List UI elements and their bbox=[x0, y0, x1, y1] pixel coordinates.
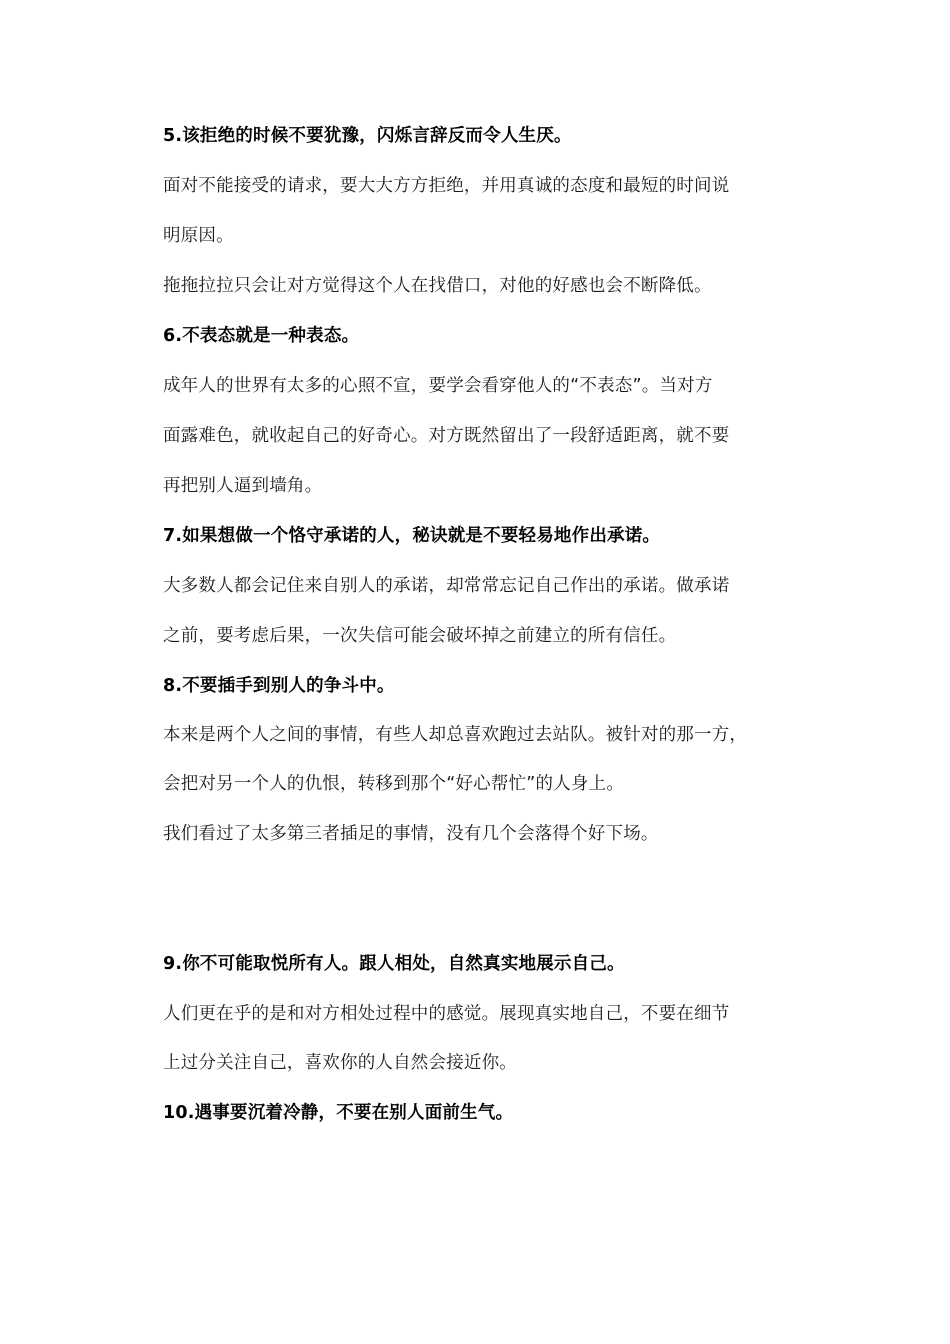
section-7-heading: 7.如果想做一个恪守承诺的人，秘诀就是不要轻易地作出承诺。 bbox=[163, 526, 661, 546]
section-5-heading: 5.该拒绝的时候不要犹豫，闪烁言辞反而令人生厌。 bbox=[163, 126, 572, 146]
section-7-line-1: 大多数人都会记住来自别人的承诺，却常常忘记自己作出的承诺。做承诺 bbox=[163, 576, 730, 596]
section-9-line-1: 人们更在乎的是和对方相处过程中的感觉。展现真实地自己，不要在细节 bbox=[163, 1004, 730, 1024]
section-8-line-1: 本来是两个人之间的事情，有些人却总喜欢跑过去站队。被针对的那一方， bbox=[163, 725, 748, 745]
section-6-line-1: 成年人的世界有太多的心照不宣，要学会看穿他人的“不表态”。当对方 bbox=[163, 376, 713, 396]
section-8-heading: 8.不要插手到别人的争斗中。 bbox=[163, 676, 395, 696]
section-10-heading: 10.遇事要沉着冷静，不要在别人面前生气。 bbox=[163, 1103, 514, 1123]
section-7-line-2: 之前，要考虑后果，一次失信可能会破坏掉之前建立的所有信任。 bbox=[163, 626, 677, 646]
section-5-line-2: 明原因。 bbox=[163, 226, 234, 246]
section-5-line-3: 拖拖拉拉只会让对方觉得这个人在找借口，对他的好感也会不断降低。 bbox=[163, 276, 712, 296]
section-6-heading: 6.不表态就是一种表态。 bbox=[163, 326, 360, 346]
section-8-line-3: 我们看过了太多第三者插足的事情，没有几个会落得个好下场。 bbox=[163, 824, 659, 844]
section-5-line-1: 面对不能接受的请求，要大大方方拒绝，并用真诚的态度和最短的时间说 bbox=[163, 176, 730, 196]
section-9-line-2: 上过分关注自己，喜欢你的人自然会接近你。 bbox=[163, 1053, 517, 1073]
section-8-line-2: 会把对另一个人的仇恨，转移到那个“好心帮忙”的人身上。 bbox=[163, 774, 625, 794]
section-6-line-3: 再把别人逼到墙角。 bbox=[163, 476, 323, 496]
section-9-heading: 9.你不可能取悦所有人。跟人相处，自然真实地展示自己。 bbox=[163, 954, 625, 974]
section-6-line-2: 面露难色，就收起自己的好奇心。对方既然留出了一段舒适距离，就不要 bbox=[163, 426, 730, 446]
